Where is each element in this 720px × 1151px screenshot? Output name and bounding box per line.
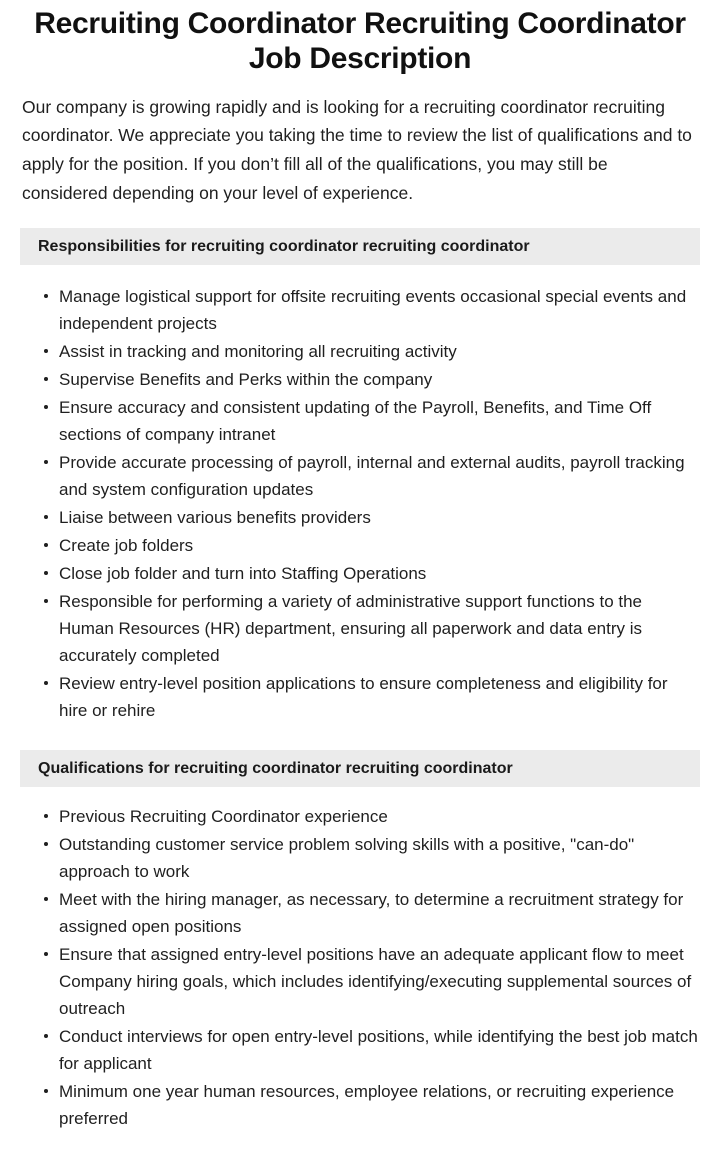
bottom-spacer: [0, 1133, 720, 1151]
list-item: Minimum one year human resources, employee relations, or recruiting experience preferred: [20, 1078, 700, 1132]
list-item: Provide accurate processing of payroll, internal and external audits, payroll tracking and system configuration updates: [20, 449, 700, 503]
section-heading-responsibilities: Responsibilities for recruiting coordinator recruiting coordinator: [20, 228, 700, 265]
list-item: Responsible for performing a variety of administrative support functions to the Human Resources (HR) department, ensuring all paperwork and data entry is accurately completed: [20, 588, 700, 669]
list-item: Liaise between various benefits providers: [20, 504, 700, 531]
list-item: Meet with the hiring manager, as necessary, to determine a recruitment strategy for assigned open positions: [20, 886, 700, 940]
section-heading-qualifications: Qualifications for recruiting coordinator recruiting coordinator: [20, 750, 700, 787]
responsibilities-list: [0, 265, 720, 724]
list-item: Outstanding customer service problem solving skills with a positive, "can-do" approach to work: [20, 831, 700, 885]
page-title: Recruiting Coordinator Recruiting Coordinator Job Description: [34, 7, 686, 76]
list-item: Assist in tracking and monitoring all recruiting activity: [20, 338, 700, 365]
qualifications-list: [0, 787, 720, 1132]
list-item: Supervise Benefits and Perks within the company: [20, 366, 700, 393]
list-item: Review entry-level position applications to ensure completeness and eligibility for hire or rehire: [20, 670, 700, 724]
section-responsibilities: [0, 228, 720, 724]
list-item: Close job folder and turn into Staffing Operations: [20, 560, 700, 587]
list-item: Previous Recruiting Coordinator experience: [20, 803, 700, 830]
list-item: Ensure accuracy and consistent updating of the Payroll, Benefits, and Time Off sections of company intranet: [20, 394, 700, 448]
list-item: Manage logistical support for offsite recruiting events occasional special events and independent projects: [20, 283, 700, 337]
intro-paragraph: Our company is growing rapidly and is looking for a recruiting coordinator recruiting coordinator. We appreciate you taking the time to review the list of qualifications and to apply for the position. If you don’t fill all of the qualifications, you may still be considered depending on your level of experience.: [22, 96, 692, 203]
list-item: Conduct interviews for open entry-level positions, while identifying the best job match for applicant: [20, 1023, 700, 1077]
list-item: Ensure that assigned entry-level positions have an adequate applicant flow to meet Company hiring goals, which includes identifying/executing supplemental sources of outreach: [20, 941, 700, 1022]
list-item: Create job folders: [20, 532, 700, 559]
section-qualifications: [0, 750, 720, 1132]
